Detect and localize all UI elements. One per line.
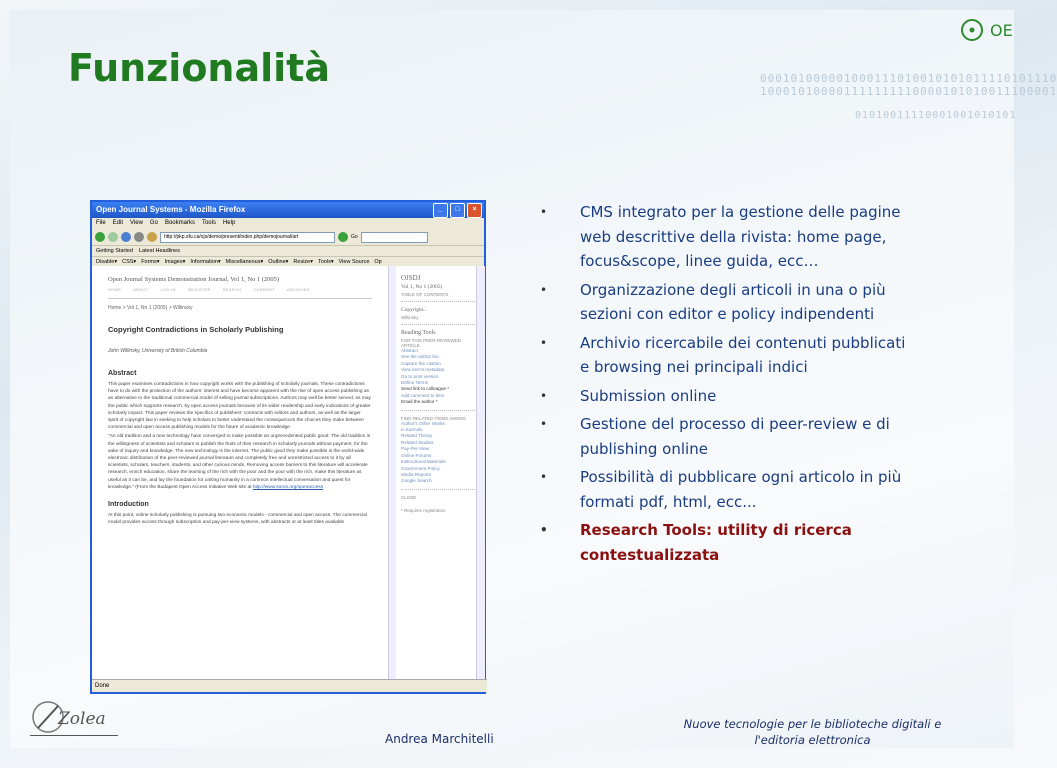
sidebar-author: Willinsky (401, 315, 419, 320)
feature-item (540, 412, 910, 461)
feature-text: Gestione del processo di peer-review e di publishing online (580, 415, 890, 458)
go-button[interactable]: Go (351, 234, 358, 240)
quote-text (92, 433, 388, 491)
bullet-icon: • (540, 470, 548, 484)
sidebar-note: * Requires registration (401, 507, 446, 513)
bullet-icon: • (540, 523, 548, 537)
divider (401, 324, 475, 326)
tool-link[interactable]: Capture the citation (401, 360, 441, 366)
minimize-icon[interactable]: _ (433, 203, 448, 218)
footer-author: Andrea Marchitelli (385, 732, 494, 746)
feature-item (540, 278, 910, 327)
feature-item-highlight (540, 518, 910, 567)
tool-link[interactable]: Add comment to item (401, 392, 445, 398)
nav-login[interactable]: LOG IN (160, 287, 176, 292)
quote-body: "An old tradition and a new technology have converged to make possible an unprecedented public good. The old tradition is the willingness of scientists and scholars to publish the fruits of their research in scholarly journals without payment, for the sake of inquiry and knowledge. The new technology is the internet. The public good they make possible is the world-wide electronic distribution of the peer-reviewed journal literature and completely free and unrestricted access to it by all scientists, scholars, teachers, students, and other curious minds. Removing access barriers to this literature will accelerate research, enrich education, share the learning of the rich with the poor and the poor with the rich, make this literature as useful as it can be, and lay the foundation for uniting humanity in a common intellectual conversation and quest for knowledge." (From the Budapest Open Access Initiative Web site at (108, 434, 371, 490)
forward-icon[interactable] (108, 232, 118, 242)
feature-text: Organizzazione degli articoli in una o più sezioni con editor e policy indipendenti (580, 280, 886, 323)
reading-tools-list (401, 348, 475, 406)
oe-logo-icon (960, 16, 1018, 44)
bullet-icon: • (540, 335, 548, 350)
find-related-heading: FIND RELATED ITEMS AMONG (401, 415, 467, 421)
feature-text: CMS integrato per la gestione delle pagine web descrittive della rivista: home page, focus&scope, linee guida, ecc… (580, 203, 901, 270)
reload-icon[interactable] (121, 232, 131, 242)
search-input[interactable] (361, 232, 428, 243)
related-link[interactable]: Related Studies (401, 439, 434, 445)
devbar-resize[interactable]: Resize▾ (293, 259, 313, 265)
sidebar-close[interactable]: CLOSE (401, 494, 417, 500)
bookmark-latest-headlines[interactable]: Latest Headlines (139, 248, 180, 254)
tool-link[interactable]: Send link to colleague * (401, 386, 450, 392)
home-icon[interactable] (147, 232, 157, 242)
nav-search[interactable]: SEARCH (222, 287, 242, 292)
quote-link[interactable]: http://www.soros.org/openaccess (252, 484, 324, 490)
feature-text: Research Tools: utility di ricerca contestualizzata (580, 521, 852, 564)
introduction-text: At this point, online scholarly publishing is pursuing two economic models - commercial and open access. The commercial model provides access through subscription and pay-per-view systems, with abstracts or at least titles available (108, 513, 367, 526)
maximize-icon[interactable]: □ (450, 203, 465, 218)
nav-archives[interactable]: ARCHIVES (286, 287, 310, 292)
url-input[interactable]: http://pkp.sfu.ca/ojs/demo/present/index.php/demojournal/art (160, 232, 335, 243)
browser-screenshot (90, 200, 486, 694)
menu-file[interactable]: File (96, 220, 106, 226)
related-link[interactable]: Related Theory (401, 433, 433, 439)
close-icon[interactable]: × (467, 203, 482, 218)
feature-text: Archivio ricercabile dei contenuti pubblicati e browsing nei principali indici (580, 333, 906, 376)
browser-titlebar (92, 202, 484, 218)
reading-tools-heading: Reading Tools (401, 330, 436, 336)
browser-window-title: Open Journal Systems - Mozilla Firefox (96, 205, 246, 214)
back-icon[interactable] (95, 232, 105, 242)
sidebar-scrollbar[interactable] (476, 266, 485, 680)
menu-edit[interactable]: Edit (112, 220, 124, 226)
zolea-logo-text: Zolea (58, 709, 106, 729)
related-link[interactable]: Government Policy (401, 465, 440, 471)
slide-title: Funzionalità (68, 46, 330, 90)
feature-item (540, 331, 910, 380)
nav-register[interactable]: REGISTER (187, 287, 211, 292)
devbar-forms[interactable]: Forms▾ (141, 259, 160, 265)
journal-nav (92, 287, 388, 292)
devbar-information[interactable]: Information▾ (190, 259, 221, 265)
footer-subtitle-line-2: l'editoria elettronica (754, 733, 871, 747)
tool-link[interactable]: Go to print version (401, 373, 439, 379)
oe-logo-text: OE (990, 21, 1013, 40)
sidebar-toc[interactable]: TABLE OF CONTENTS (401, 292, 449, 297)
reading-tools-sidebar (395, 266, 475, 680)
bullet-icon: • (540, 282, 548, 297)
zolea-logo-icon (30, 698, 120, 736)
devbar-options[interactable]: Op (374, 259, 382, 265)
devbar-outline[interactable]: Outline▾ (268, 259, 289, 265)
feature-item (540, 465, 910, 514)
feature-item (540, 384, 910, 409)
reading-tools-subheading: FOR THIS PEER-REVIEWED ARTICLE (401, 338, 461, 348)
nav-about[interactable]: ABOUT (133, 287, 149, 292)
introduction-heading: Introduction (108, 501, 149, 509)
tool-link[interactable]: See the author bio (401, 354, 439, 360)
devbar-css[interactable]: CSS▾ (122, 259, 137, 265)
footer-subtitle-line-1: Nuove tecnologie per le biblioteche digitali e (683, 717, 942, 731)
menu-tools[interactable]: Tools (201, 220, 216, 226)
slide (10, 10, 1057, 748)
menu-go[interactable]: Go (149, 220, 158, 226)
sidebar-journal: OJSDJ (401, 274, 421, 282)
devbar-view-source[interactable]: View Source (338, 259, 370, 265)
related-link[interactable]: Media Reports (401, 471, 431, 477)
related-link[interactable]: Online Forums (401, 452, 432, 458)
abstract-heading: Abstract (108, 370, 137, 377)
bullet-icon: • (540, 417, 548, 431)
feature-item (540, 200, 910, 274)
stop-icon[interactable] (134, 232, 144, 242)
article-main-column (92, 266, 388, 680)
related-link[interactable]: e-Journals (401, 427, 423, 433)
divider (401, 489, 475, 491)
tool-link[interactable]: Abstract (401, 348, 418, 353)
browser-menubar (92, 218, 484, 229)
browser-statusbar: Done (92, 679, 487, 692)
find-related-list (401, 421, 475, 485)
menu-help[interactable]: Help (222, 220, 236, 226)
journal-header: Open Journal Systems Demonstration Journal, Vol 1, No 1 (2005) (108, 276, 280, 283)
bullet-icon: • (540, 205, 548, 219)
nav-current[interactable]: CURRENT (253, 287, 275, 292)
devbar-miscellaneous[interactable]: Miscellaneous▾ (225, 259, 264, 265)
tool-link[interactable]: Email the author * (401, 399, 438, 405)
menu-bookmarks[interactable]: Bookmarks (164, 220, 195, 226)
feature-text: Possibilità di pubblicare ogni articolo in più formati pdf, html, ecc... (580, 468, 902, 511)
bullet-icon: • (540, 388, 548, 403)
related-link[interactable]: Author's Other Works (401, 420, 445, 426)
tool-link[interactable]: Define Terms (401, 380, 428, 386)
related-link[interactable]: Instructional Materials (401, 459, 446, 465)
binary-decoration-1: 000101000001000111010010101011110101110 (760, 72, 1057, 85)
related-link[interactable]: Pay-Per-View (401, 446, 429, 452)
abstract-text: This paper examines contradictions in how copyright works with the publishing of scholarly journals. These contradictions have to do with the protection of the authors' interest and have become apparent with the rise of open access publishing as an alternative to the traditional commercial model of selling journal subscriptions. Authors may well be better served, as may the public which supports research, by open access journals because of its wider readership and early indications of greater scholarly impact. This paper reviews the specifics of publishers' contracts with editors and authors, as well as the larger spirit of copyright law in seeking to help scholars to better understand the consequences the choices they make between commercial and open access publishing models for the future of academic knowledge. (108, 382, 371, 431)
sidebar-copyright: Copyright... (401, 307, 428, 313)
bookmarks-bar (92, 246, 484, 257)
feature-text: Submission online (580, 386, 717, 405)
article-author: John Willinsky, University of British Columbia (108, 348, 208, 354)
tool-link[interactable]: View item's metadata (401, 367, 445, 373)
devbar-images[interactable]: Images▾ (164, 259, 186, 265)
footer-subtitle (670, 716, 955, 748)
nav-home[interactable]: HOME (108, 287, 122, 292)
divider (108, 298, 372, 299)
divider (401, 410, 475, 412)
menu-view[interactable]: View (130, 220, 143, 226)
go-icon[interactable] (338, 232, 348, 242)
bookmark-getting-started[interactable]: Getting Started (96, 248, 133, 254)
devbar-disable[interactable]: Disable▾ (96, 259, 118, 265)
feature-list (540, 200, 910, 571)
binary-decoration-3: 01010011110001001010101 (855, 110, 1017, 121)
related-link[interactable]: Google Search (401, 478, 432, 484)
binary-decoration-2: 100010100001111111110000101010011100001 (760, 85, 1057, 98)
web-page (92, 266, 484, 680)
devbar-tools[interactable]: Tools▾ (318, 259, 334, 265)
sidebar-issue: Vol 1, No 1 (2005) (401, 284, 443, 290)
browser-navbar (92, 229, 484, 246)
footer-line (30, 735, 118, 736)
divider (401, 301, 475, 303)
article-title: Copyright Contradictions in Scholarly Publishing (108, 325, 284, 334)
breadcrumb[interactable]: Home > Vol 1, No 1 (2005) > Willinsky (108, 305, 193, 311)
